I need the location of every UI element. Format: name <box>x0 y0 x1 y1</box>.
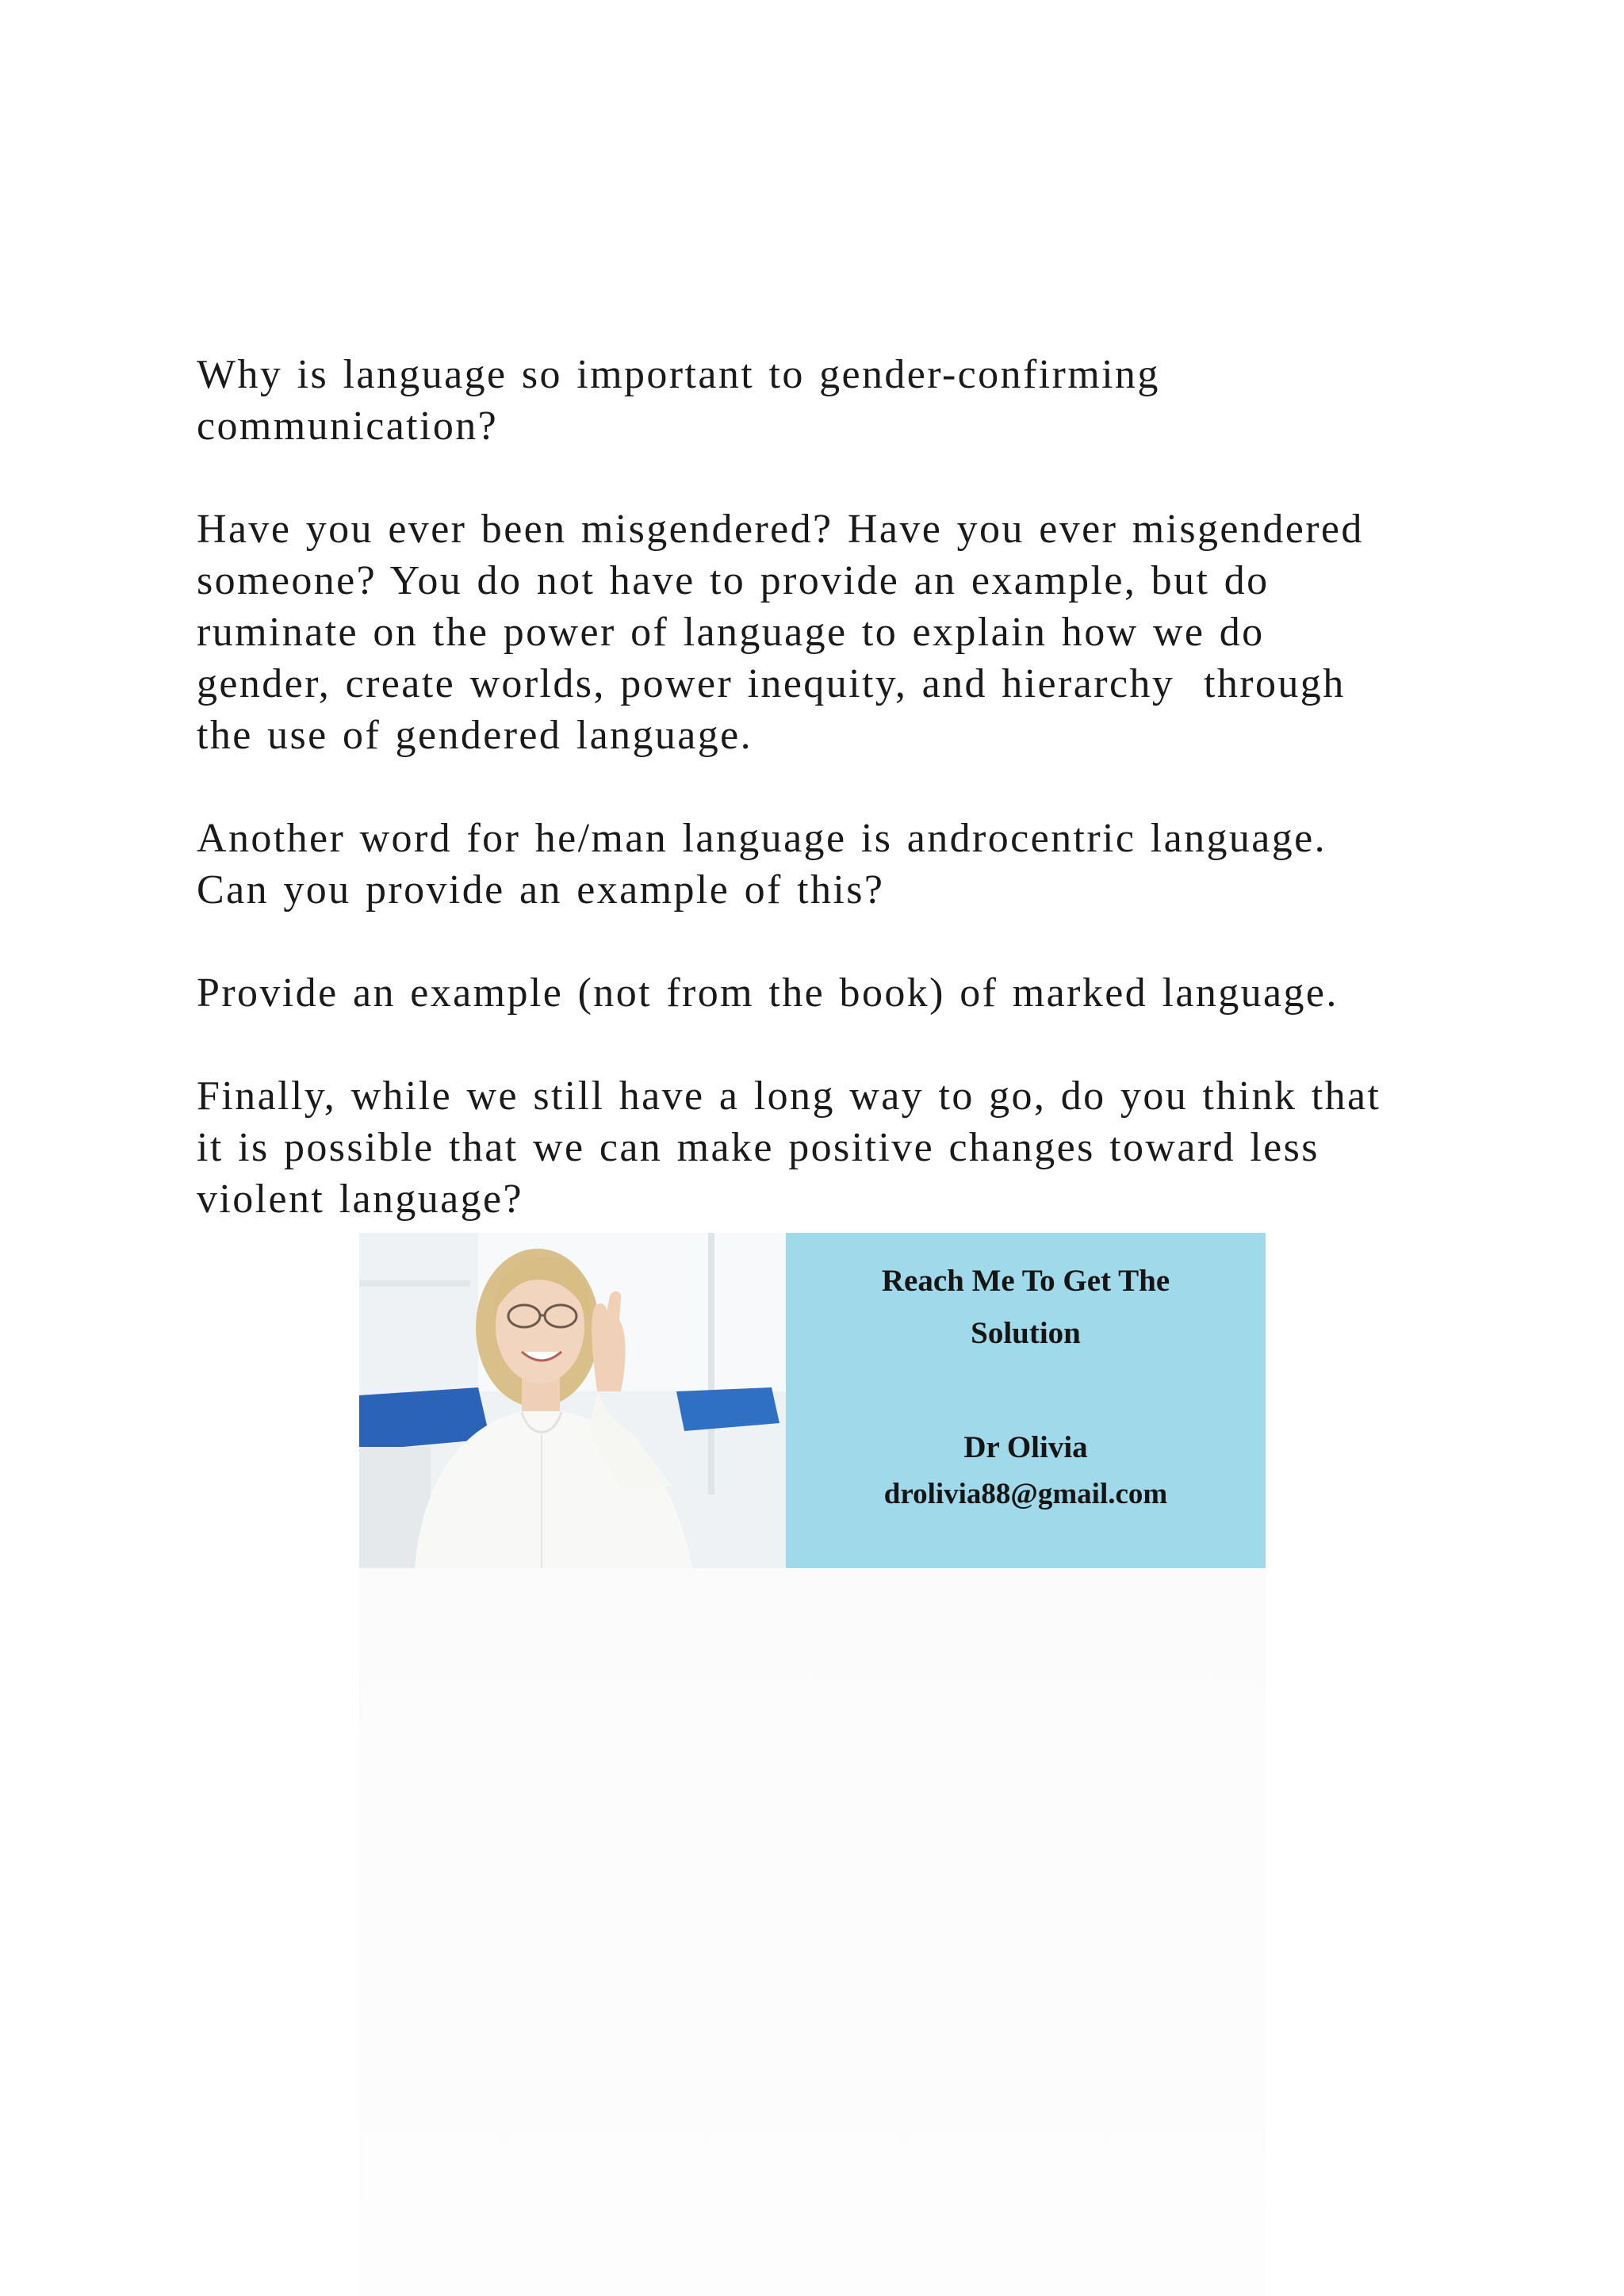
text-line: gender, create worlds, power inequity, and hierarchy through <box>197 661 1346 706</box>
text-line: ruminate on the power of language to explain how we do <box>197 610 1265 655</box>
contact-name: Dr Olivia <box>963 1430 1088 1464</box>
contact-banner <box>359 1233 1266 1568</box>
woman-with-glasses-photo <box>359 1233 786 1568</box>
document-body <box>197 349 1434 1276</box>
question-paragraph <box>197 813 1434 916</box>
text-line: Finally, while we still have a long way to go, do you think that <box>197 1073 1381 1119</box>
text-line: Another word for he/man language is androcentric language. <box>197 816 1327 861</box>
question-paragraph <box>197 349 1434 452</box>
contact-heading: Solution <box>971 1316 1081 1350</box>
text-line: Can you provide an example of this? <box>197 867 885 913</box>
text-line: someone? You do not have to provide an example, but do <box>197 558 1270 603</box>
question-paragraph <box>197 1070 1434 1225</box>
question-paragraph <box>197 967 1434 1019</box>
blank-area <box>359 1568 1266 2296</box>
text-line: Have you ever been misgendered? Have you ever misgendered <box>197 507 1364 552</box>
portrait-illustration <box>359 1233 786 1568</box>
text-line: violent language? <box>197 1177 523 1222</box>
contact-panel <box>786 1233 1266 1568</box>
contact-heading: Reach Me To Get The <box>881 1264 1170 1298</box>
contact-email[interactable]: drolivia88@gmail.com <box>883 1478 1168 1510</box>
text-line: Provide an example (not from the book) of marked language. <box>197 970 1339 1016</box>
text-line: Why is language so important to gender-confirming <box>197 352 1160 397</box>
text-line: it is possible that we can make positive changes toward less <box>197 1125 1320 1170</box>
text-line: the use of gendered language. <box>197 713 753 758</box>
question-paragraph <box>197 503 1434 761</box>
text-line: communication? <box>197 404 499 449</box>
